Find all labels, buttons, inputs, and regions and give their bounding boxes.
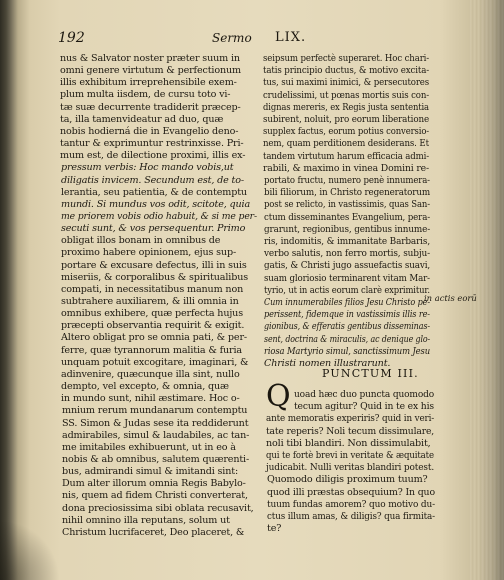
text-line: ctum disseminantes Evangelium, pera- xyxy=(264,211,431,223)
text-line: nobis hodierná die in Evangelio deno- xyxy=(60,125,239,137)
text-line: subirent, noluit, pro eorum liberatione xyxy=(263,114,430,125)
text-line: me priorem vobis odio habuit, & si me per- xyxy=(61,210,257,222)
text-line: tecum agitur? Quid in te ex his xyxy=(294,401,434,413)
text-line: tæ suæ decurrente tradiderit præcep- xyxy=(60,101,241,113)
text-line: Christi nomen illustrarunt. xyxy=(264,358,391,369)
text-line: ante memoratis experiris? quid in veri- xyxy=(266,413,435,425)
text-line: mnium rerum mundanarum contemptu xyxy=(62,405,248,417)
text-line: ta, illa tamenvideatur ad duo, quæ xyxy=(60,113,224,125)
text-line: adinvenire, quæcunque illa sint, nullo xyxy=(61,368,240,380)
text-line: tus, sui maximi inimici, & persecutores xyxy=(263,77,430,89)
text-line: rabili, & maximo in vinea Domini re- xyxy=(263,162,429,174)
text-line: compati, in necessitatibus manum non xyxy=(61,283,244,295)
text-line: tandem virtutum harum efficacia admi- xyxy=(263,150,430,162)
text-line: Quomodo diligis proximum tuum? xyxy=(267,474,428,486)
text-line: crudelissimi, ut pœnas mortis suis con- xyxy=(263,89,430,101)
text-line: me imitabiles exhibuerunt, ut in eo à xyxy=(62,441,236,453)
text-line: Dum alter illorum omnia Regis Babylo- xyxy=(62,478,246,490)
text-line: perissent, fidemque in vastissimis illis re- xyxy=(264,309,430,321)
text-line: dona preciosissima sibi oblata recusavit, xyxy=(62,502,254,514)
page-number: 192 xyxy=(58,30,85,46)
text-line: plum multa iisdem, de cursu toto vi- xyxy=(60,89,231,101)
text-line: dempto, vel excepto, & omnia, quæ xyxy=(61,381,229,393)
text-line: secuti sunt, & vos persequentur. Primo xyxy=(61,223,246,235)
text-line: grarunt, regionibus, gentibus innume- xyxy=(264,223,431,235)
margin-note: in actis eorū xyxy=(424,293,477,303)
text-line: ctus illum amas, & diligis? qua firmita- xyxy=(267,511,436,522)
text-line: mum est, de dilectione proximi, illis ex- xyxy=(60,150,246,162)
text-line: omnibus exhibere, quæ perfecta hujus xyxy=(61,308,243,320)
text-line: nus & Salvator noster præter suum in xyxy=(60,53,240,64)
text-line: illis exhibitum irreprehensibile exem- xyxy=(60,77,237,89)
text-line: pressum verbis: Hoc mando vobis,ut xyxy=(61,162,234,174)
text-line: præcepti observantia requirit & exigit. xyxy=(61,320,245,332)
text-line: ris, indomitis, & immanitate Barbaris, xyxy=(264,236,431,247)
drop-cap: Q xyxy=(266,379,291,414)
text-line: in mundo sunt, nihil æstimare. Hoc o- xyxy=(61,393,240,405)
text-line: unquam potuit excogitare, imaginari, & xyxy=(61,356,249,368)
text-line: nihil omnino illa reputans, solum ut xyxy=(62,514,230,526)
text-line: subtrahere auxiliarem, & illi omnia in xyxy=(61,296,239,307)
text-line: tyrio, ut in actis eorum clarè exprimitur. xyxy=(264,284,430,296)
text-line: tuum fundas amorem? quo motivo du- xyxy=(267,498,436,510)
text-line: nis, quem ad fidem Christi converterat, xyxy=(62,490,248,502)
text-line: tantur & exprimuntur restrinxisse. Pri- xyxy=(60,138,244,150)
text-line: Christum lucrifaceret, Deo placeret, & xyxy=(62,526,245,538)
text-line: Cum innumerabiles filios Jesu Christo pe- xyxy=(264,297,430,308)
running-number: LIX. xyxy=(275,30,307,45)
text-line: te? xyxy=(267,523,282,535)
text-line: Altero obligat pro se omnia pati, & per- xyxy=(61,332,247,344)
text-line: tate reperis? Noli tecum dissimulare, xyxy=(266,425,435,437)
text-line: obligat illos bonam in omnibus de xyxy=(61,235,221,247)
text-line: nem, quam perditionem desiderans. Et xyxy=(263,138,429,150)
text-line: judicabit. Nulli veritas blandiri potest. xyxy=(266,462,435,474)
page-edge xyxy=(470,0,504,580)
text-line: tatis principio ductus, & motivo excita- xyxy=(263,65,430,77)
text-line: portato fructu, numero penè innumera- xyxy=(264,175,430,186)
text-line: suam gloriosio terminarent vitam Mar- xyxy=(264,272,430,284)
section-heading: PUNCTUM III. xyxy=(322,367,419,380)
text-line: nobis & ab omnibus, salutem quærenti- xyxy=(62,453,250,465)
text-line: diligatis invicem. Secundum est, de to- xyxy=(61,174,244,186)
text-line: omni genere virtutum & perfectionum xyxy=(60,65,241,77)
text-line: gionibus, & efferatis gentibus disseminas- xyxy=(264,321,430,333)
text-line: SS. Simon & Judas sese ita reddiderunt xyxy=(62,417,249,429)
text-line: mundi. Si mundus vos odit, scitote, quia xyxy=(61,198,251,210)
text-line: admirabiles, simul & laudabiles, ac tan- xyxy=(62,429,250,441)
text-line: gatis, & Christi jugo assuefactis suavi, xyxy=(264,260,431,272)
text-line: supplex factus, eorum potius conversio- xyxy=(263,126,430,138)
text-line: ferre, quæ tyrannorum malitia & furia xyxy=(61,344,242,356)
text-line: sent, doctrina & miraculis, ac denique glo- xyxy=(264,333,431,345)
text-line: dignas mereris, ex Regis justa sententia xyxy=(263,101,429,113)
thumb-shadow xyxy=(0,520,60,580)
text-line: verbo salutis, non ferro mortis, subju- xyxy=(264,248,430,260)
text-line: uoad hæc duo puncta quomodo xyxy=(294,389,435,400)
text-line: quod illi præstas obsequium? In quo xyxy=(267,486,435,498)
text-line: bus, admirandi simul & imitandi sint: xyxy=(62,466,239,478)
running-title: Sermo xyxy=(212,31,252,45)
text-line: qui te fortè brevi in veritate & æquitate xyxy=(266,450,434,461)
text-line: portare & excusare defectus, illi in suis xyxy=(61,259,247,271)
text-line: riosa Martyrio simul, sanctissimum Jesu xyxy=(264,345,430,357)
text-line: noli tibi blandiri. Non dissimulabit, xyxy=(266,437,431,449)
text-line: post se relicto, in vastissimis, quas San- xyxy=(264,199,430,211)
text-line: bili filiorum, in Christo regeneratorum xyxy=(264,187,431,199)
text-line: lerantia, seu patientia, & de contemptu xyxy=(61,186,247,198)
text-line: proximo habere opinionem, ejus sup- xyxy=(61,247,237,259)
text-line: miseriis, & corporalibus & spiritualibus xyxy=(61,271,248,283)
text-line: seipsum perfectè superaret. Hoc chari- xyxy=(263,53,430,64)
